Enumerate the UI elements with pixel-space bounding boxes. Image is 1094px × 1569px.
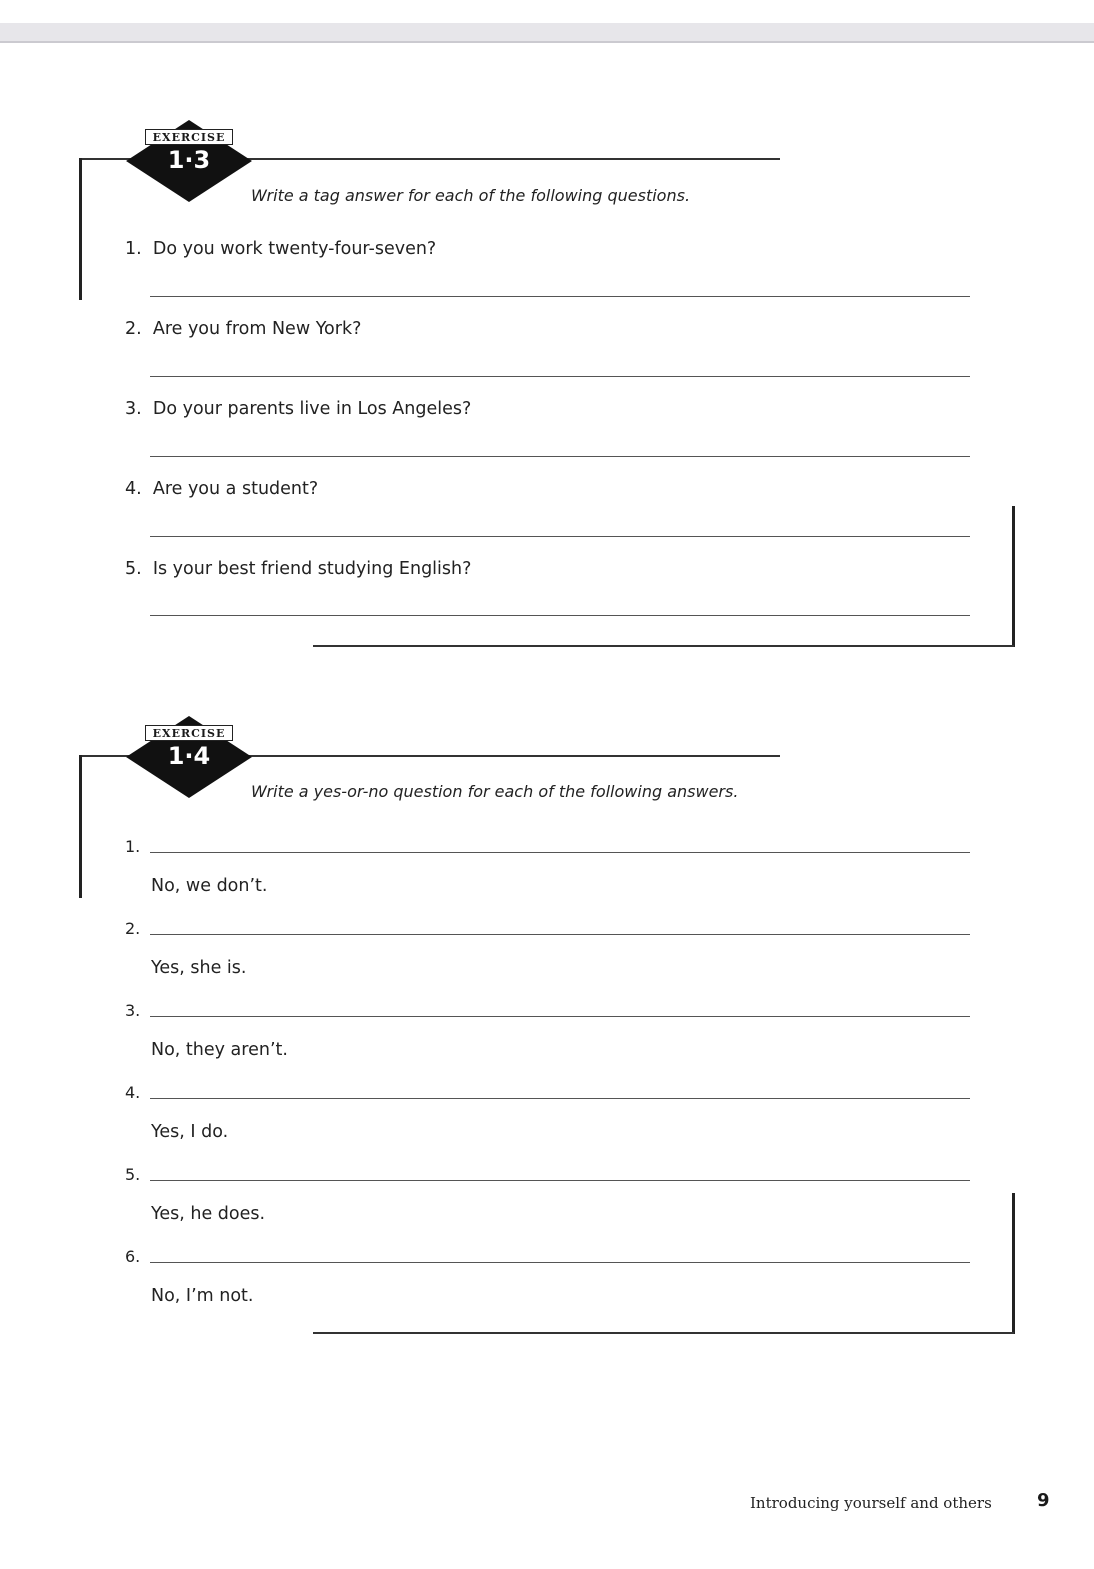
item-number: 1. <box>125 239 142 259</box>
given-answer: No, they aren’t. <box>151 1040 288 1060</box>
running-footer: Introducing yourself and others <box>750 1494 992 1512</box>
question-line[interactable] <box>150 1016 970 1017</box>
question-item <box>125 239 436 259</box>
item-number: 2. <box>125 319 142 339</box>
item-number: 1. <box>125 837 141 856</box>
item-number: 5. <box>125 559 142 579</box>
question-line[interactable] <box>150 852 970 853</box>
item-number: 4. <box>125 1083 141 1102</box>
exercise-instruction: Write a yes-or-no question for each of the following answers. <box>251 782 739 801</box>
question-line[interactable] <box>150 934 970 935</box>
answer-line[interactable] <box>150 456 970 457</box>
exercise-number: 1·4 <box>167 742 211 770</box>
page-number: 9 <box>1037 1490 1050 1511</box>
item-number: 4. <box>125 479 142 499</box>
question-line[interactable] <box>150 1180 970 1181</box>
footer-rule <box>313 645 1014 647</box>
item-number: 3. <box>125 399 142 419</box>
item-number: 3. <box>125 1001 141 1020</box>
left-bracket <box>79 755 82 898</box>
exercise-label: EXERCISE <box>145 129 233 145</box>
answer-line[interactable] <box>150 376 970 377</box>
right-bracket <box>1012 1193 1015 1334</box>
item-number: 2. <box>125 919 141 938</box>
left-bracket <box>79 158 82 300</box>
viewer-top-bar <box>0 23 1094 43</box>
answer-line[interactable] <box>150 536 970 537</box>
exercise-label: EXERCISE <box>145 725 233 741</box>
footer-rule <box>313 1332 1014 1334</box>
item-number: 6. <box>125 1247 141 1266</box>
answer-line[interactable] <box>150 296 970 297</box>
question-item <box>125 399 471 419</box>
question-item <box>125 559 471 579</box>
question-text: Are you a student? <box>152 479 319 499</box>
given-answer: Yes, she is. <box>151 958 247 978</box>
question-text: Are you from New York? <box>152 319 362 339</box>
question-line[interactable] <box>150 1098 970 1099</box>
answer-line[interactable] <box>150 615 970 616</box>
question-line[interactable] <box>150 1262 970 1263</box>
exercise-instruction: Write a tag answer for each of the following questions. <box>251 186 691 205</box>
given-answer: No, we don’t. <box>151 876 268 896</box>
question-text: Is your best friend studying English? <box>152 559 472 579</box>
question-text: Do your parents live in Los Angeles? <box>152 399 472 419</box>
question-text: Do you work twenty-four-seven? <box>152 239 437 259</box>
given-answer: Yes, I do. <box>151 1122 229 1142</box>
question-item <box>125 319 361 339</box>
question-item <box>125 479 318 499</box>
given-answer: No, I’m not. <box>151 1286 254 1306</box>
exercise-number: 1·3 <box>167 146 211 174</box>
item-number: 5. <box>125 1165 141 1184</box>
given-answer: Yes, he does. <box>151 1204 266 1224</box>
right-bracket <box>1012 506 1015 647</box>
